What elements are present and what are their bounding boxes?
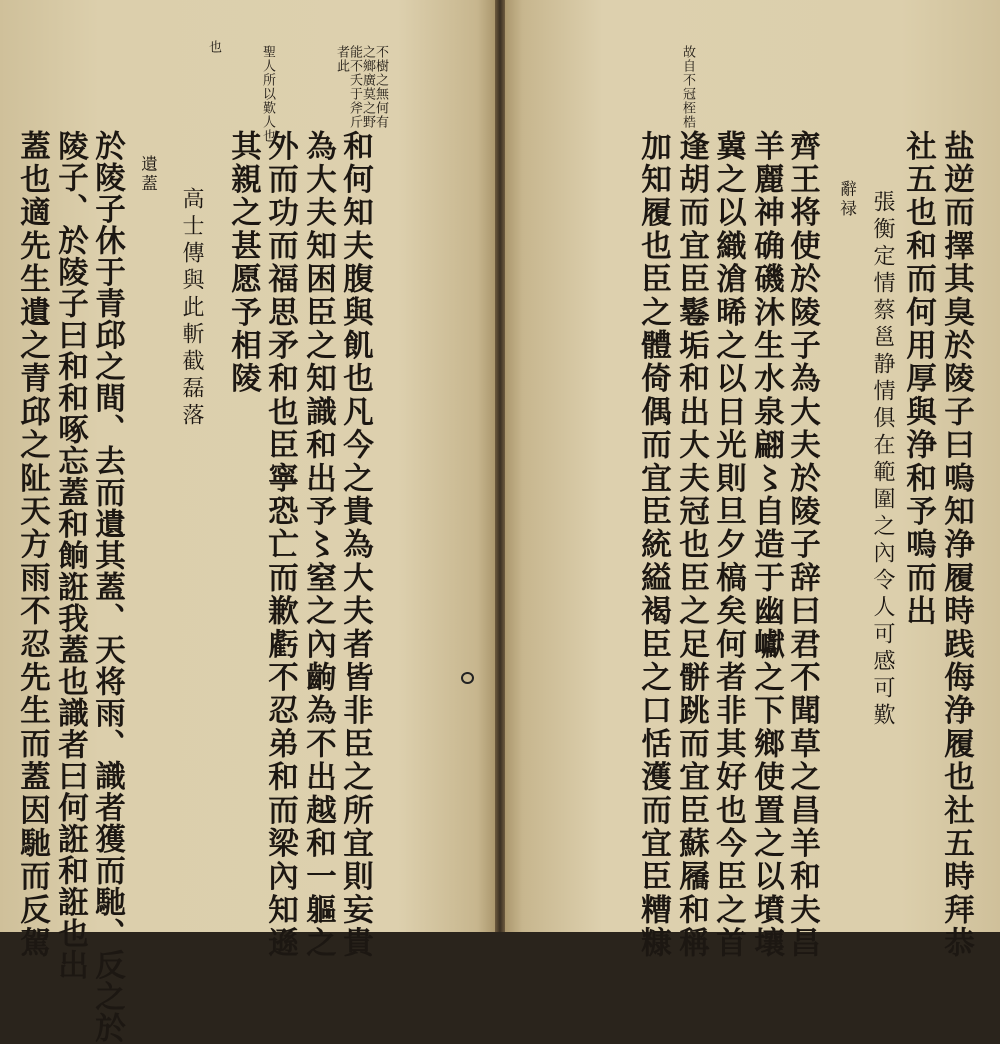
text-column: 蓋也適先生遺之青邱之阯天方雨不忍先生而蓋因馳而反駕 — [14, 130, 51, 960]
text-column: 齊王将使於陵子為大夫於陵子辞曰君不聞草之昌羊和夫昌 — [784, 130, 821, 960]
ink-mark — [461, 672, 474, 684]
book-gutter — [495, 0, 505, 932]
section-title: 遺蓋 — [138, 155, 158, 194]
marginal-note: 故自不冠桎梏 — [680, 45, 695, 129]
text-column: 社五也和而何用厚與浄和予嗚而出 — [900, 130, 937, 628]
text-column: 冀之以織滄晞之以日光則旦夕槁矣何者非其好也今臣之首 — [710, 130, 747, 960]
text-column: 於陵子休于青邱之間、去而遺其蓋、天将雨、識者獲而馳、反之於 — [89, 130, 126, 1044]
text-column: 為大夫知困臣之知識和出予〻窒之內齣為不出越和一軀之 — [300, 130, 337, 960]
text-column: 加知履也臣之體倚偶而宜臣統縊褐臣之口恬濩而宜臣糟糠 — [635, 130, 672, 960]
text-column: 盐逆而擇其臭於陵子曰嗚知浄履時践侮浄履也社五時拜恭 — [938, 130, 975, 960]
text-column: 羊麗神确磯沐生水泉翩〻自造于幽巘之下鄉使置之以墳壤 — [748, 130, 785, 960]
text-column: 逢胡而宜臣鬈垢和出大夫冠也臣之足骿跳而宜臣蘇屩和稱 — [673, 130, 710, 960]
text-column: 陵子、於陵子曰和和啄忘蓋和餉誑我蓋也識者曰何誑和誑也出 — [52, 130, 89, 981]
text-column: 和何知夫腹與飢也凡今之貴為大夫者皆非臣之所宜則妄貴 — [337, 130, 374, 960]
text-column: 外而功而福思矛和也臣寧恐亡而歉虧不忍弟和而梁內知遜 — [262, 130, 299, 960]
text-column: 其親之甚愿予相陵 — [225, 130, 262, 396]
marginal-note: 不樹之無何有之鄉廣莫之野能不夭于斧斤者此 — [334, 45, 388, 129]
marginal-note-end: 也 — [206, 40, 221, 54]
commentary-column: 張衡定情蔡邕静情俱在範圍之內令人可感可歎 — [870, 190, 895, 730]
commentary-column: 高士傳與此斬截磊落 — [179, 187, 204, 430]
marginal-note: 聖人所以歎人也 — [260, 45, 275, 143]
section-title: 辭禄 — [837, 180, 857, 219]
